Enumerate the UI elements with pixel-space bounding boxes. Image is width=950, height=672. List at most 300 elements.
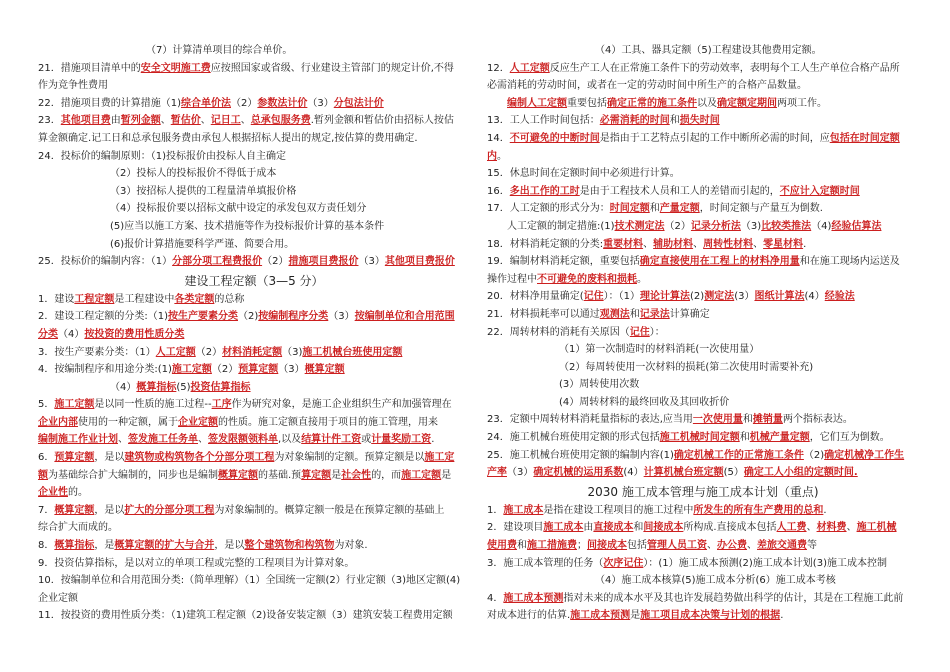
highlighted-term: 记住 bbox=[583, 291, 604, 303]
highlighted-term: 分包法计价 bbox=[333, 97, 384, 109]
highlighted-term: 概算定额 bbox=[54, 504, 95, 516]
text-line bbox=[38, 467, 470, 485]
highlighted-term: 确定额定期间 bbox=[717, 97, 777, 109]
highlighted-term: 编制人工定额 bbox=[507, 97, 567, 109]
highlighted-term: 时间定额 bbox=[609, 203, 650, 215]
text-segment: （2）投标人的投标报价不得低于成本 bbox=[110, 168, 277, 180]
text-segment: 作为研究对象，是施工企业组织生产和加强管理在 bbox=[231, 399, 452, 411]
text-line bbox=[487, 218, 919, 236]
text-segment: 10．按编制单位和合用范围分类:（简单理解）（1）全国统一定额(2）行业定额（3)地区定额(4) bbox=[38, 575, 461, 587]
highlighted-term: 确定机械工作的正常施工条件 bbox=[673, 449, 804, 461]
highlighted-term: 产量定额 bbox=[659, 203, 700, 215]
text-line bbox=[38, 253, 470, 271]
highlighted-term: 编制施工作业计划 bbox=[38, 434, 118, 446]
highlighted-term: 施工成本预测 bbox=[570, 610, 631, 622]
text-segment: 和 bbox=[649, 203, 660, 215]
highlighted-term: 概算定额 bbox=[218, 469, 258, 481]
text-segment: 25．施工机械台班使用定额的编制内容(1) bbox=[487, 449, 674, 461]
text-segment: 7． bbox=[38, 504, 55, 516]
highlighted-term: 确定机械的运用系数 bbox=[533, 467, 624, 479]
highlighted-term: 暂估价 bbox=[170, 115, 201, 127]
highlighted-term: 企业定额 bbox=[178, 416, 218, 428]
text-segment: 22．措施项目费的计算措施（1) bbox=[38, 97, 181, 109]
text-segment: 18．材料消耗定额的分类: bbox=[487, 238, 604, 250]
text-line bbox=[487, 271, 919, 289]
highlighted-term: 施工定额 bbox=[401, 469, 442, 481]
highlighted-term: 图纸计算法 bbox=[754, 291, 805, 303]
highlighted-term: 扩大的分部分项工程 bbox=[124, 504, 215, 516]
text-line bbox=[38, 148, 470, 166]
text-segment: （1）第一次制造时的材料消耗(一次使用量） bbox=[559, 344, 760, 356]
text-line bbox=[487, 537, 919, 555]
text-segment: 、 bbox=[806, 522, 817, 534]
text-line bbox=[38, 449, 470, 467]
text-segment: (6)报价计算措施要科学严谨、简要合用。 bbox=[110, 238, 295, 250]
text-line bbox=[487, 411, 919, 429]
highlighted-term: 企业性 bbox=[38, 487, 68, 499]
highlighted-term: 人工费 bbox=[776, 522, 807, 534]
text-segment: 11．按投资的费用性质分类：（1)建筑工程定额（2)设备安装定额（3）建筑安装工程费用定额 bbox=[38, 610, 453, 622]
text-segment: 和 bbox=[739, 432, 750, 444]
text-line bbox=[487, 60, 919, 78]
text-segment: 17．人工定额的形式分为： bbox=[487, 203, 610, 215]
text-line bbox=[487, 200, 919, 218]
text-line bbox=[487, 42, 919, 60]
text-line bbox=[487, 519, 919, 537]
text-segment: 是指由于工艺特点引起的工作中断所必需的时间，应 bbox=[599, 132, 830, 144]
text-line bbox=[487, 429, 919, 447]
text-segment: 的性质。施工定额直接用于项目的施工管理，用来 bbox=[218, 416, 438, 428]
text-segment: 。 bbox=[497, 150, 507, 162]
text-line bbox=[38, 236, 470, 254]
text-segment: . bbox=[803, 238, 807, 250]
highlighted-term: 施工措施费 bbox=[527, 540, 577, 552]
text-line bbox=[38, 414, 470, 432]
text-line bbox=[487, 77, 919, 95]
highlighted-term: 企业内部 bbox=[38, 416, 78, 428]
highlighted-term: 算定额 bbox=[301, 469, 332, 481]
highlighted-term: 一次使用量 bbox=[692, 414, 743, 426]
highlighted-term: 施工成本预测 bbox=[503, 592, 564, 604]
text-segment: 2．建设项目 bbox=[487, 522, 544, 534]
text-segment: 和 bbox=[633, 522, 644, 534]
text-segment: (4） bbox=[623, 467, 644, 479]
highlighted-term: 确定工人小组的定额时间. bbox=[743, 467, 858, 479]
highlighted-term: 使用费 bbox=[487, 540, 517, 552]
text-line bbox=[487, 165, 919, 183]
text-line bbox=[487, 236, 919, 254]
text-segment: 、 bbox=[118, 434, 128, 446]
text-segment: 20．材料净用量确定( bbox=[487, 291, 584, 303]
highlighted-term: 各类定额 bbox=[174, 293, 215, 305]
highlighted-term: 比较类推法 bbox=[761, 220, 812, 232]
highlighted-term: 概算定额 bbox=[304, 364, 345, 376]
highlighted-term: 总承包服务费 bbox=[250, 115, 311, 127]
highlighted-term: 产率 bbox=[487, 467, 507, 479]
highlighted-term: 次序记住 bbox=[603, 557, 644, 569]
text-segment: （7）计算清单项目的综合单价。 bbox=[146, 45, 293, 56]
highlighted-term: 预算定额 bbox=[238, 364, 279, 376]
text-segment: 是指在建设工程项目的施工过程中 bbox=[543, 504, 694, 516]
text-segment: （3）按招标人提供的工程量清单填报价格 bbox=[110, 185, 297, 197]
text-segment: 、 bbox=[643, 238, 654, 250]
text-segment: ，是以 bbox=[94, 504, 125, 516]
text-segment: （3） bbox=[358, 256, 385, 268]
text-line bbox=[487, 555, 919, 573]
text-segment: 和 bbox=[742, 414, 753, 426]
text-segment: 15．休息时间在定额时间中必须进行计算。 bbox=[487, 168, 680, 180]
text-segment: 。 bbox=[637, 273, 647, 285]
text-segment: ）： bbox=[649, 326, 665, 338]
highlighted-term: 概算指标 bbox=[136, 381, 177, 393]
text-line bbox=[38, 165, 470, 183]
section-heading bbox=[487, 482, 919, 502]
text-segment: . bbox=[823, 504, 827, 516]
text-segment: （4） bbox=[58, 328, 85, 340]
text-segment: 3．按生产要素分类：（1） bbox=[38, 346, 156, 358]
text-segment: （2）每周转使用一次材料的损耗(第二次使用时需要补充) bbox=[559, 361, 814, 373]
highlighted-term: 其他项目费 bbox=[60, 115, 111, 127]
text-segment: （4） bbox=[110, 381, 137, 393]
highlighted-term: 安全文明施工费 bbox=[140, 62, 211, 74]
highlighted-term: 确定机械净工作生 bbox=[824, 449, 905, 461]
text-segment: ,以及 bbox=[278, 434, 302, 446]
highlighted-term: 差旅交通费 bbox=[757, 540, 807, 552]
highlighted-term: 施工定 bbox=[424, 452, 455, 464]
highlighted-term: 不可避免的废料和损耗 bbox=[537, 273, 637, 285]
highlighted-term: 不应计入定额时间 bbox=[779, 185, 860, 197]
text-line bbox=[38, 326, 470, 344]
text-segment: 计算确定 bbox=[669, 308, 710, 320]
text-segment: 两项工作。 bbox=[777, 97, 827, 109]
text-line bbox=[38, 60, 470, 78]
text-segment: 、 bbox=[747, 540, 757, 552]
text-segment: （2） bbox=[211, 364, 239, 376]
text-segment: （4）工具、器具定额（5)工程建设其他费用定额。 bbox=[595, 45, 822, 56]
text-segment: 13．工人工作时间包括： bbox=[487, 115, 600, 127]
text-segment: 25．投标价的编制内容：（1） bbox=[38, 256, 173, 268]
highlighted-term: 重要材料 bbox=[603, 238, 644, 250]
highlighted-term: 损失时间 bbox=[679, 115, 720, 127]
highlighted-term: 记住 bbox=[629, 326, 650, 338]
text-line bbox=[38, 77, 470, 95]
text-segment: 为对象. bbox=[334, 540, 368, 552]
text-segment: 8． bbox=[38, 540, 55, 552]
text-segment: 重要包括 bbox=[567, 97, 607, 109]
text-line bbox=[487, 148, 919, 166]
text-segment: ）：（1） bbox=[603, 291, 641, 303]
text-segment: 综合扩大而成的。 bbox=[38, 522, 118, 534]
highlighted-term: 技术测定法 bbox=[614, 220, 665, 232]
text-segment: 所构成.直接成本包括 bbox=[683, 522, 777, 534]
text-segment: 、 bbox=[693, 238, 704, 250]
text-segment: 4． bbox=[487, 592, 504, 604]
highlighted-term: 分部分项工程费报价 bbox=[172, 256, 263, 268]
text-segment: 算金额确定.记工日和总承包服务费由承包人根据招标人提出的规定,按估算的费用确定. bbox=[38, 132, 418, 144]
highlighted-term: 按编制单位和合用范围 bbox=[354, 311, 455, 323]
text-segment: 包括 bbox=[627, 540, 647, 552]
text-segment: . bbox=[431, 434, 435, 446]
text-segment: 21．措施项目清单中的 bbox=[38, 62, 141, 74]
text-segment: 为基础综合扩大编制的，同步也是编制 bbox=[48, 469, 218, 481]
highlighted-term: 施工成本 bbox=[543, 522, 584, 534]
text-line bbox=[487, 590, 919, 608]
highlighted-term: 所发生的所有生产费用的总和 bbox=[693, 504, 824, 516]
text-segment: 1． bbox=[487, 504, 504, 516]
text-segment: 的，而 bbox=[371, 469, 402, 481]
text-segment: 是 bbox=[331, 469, 342, 481]
left-column bbox=[38, 42, 470, 625]
highlighted-term: 间接成本 bbox=[587, 540, 627, 552]
text-line bbox=[487, 112, 919, 130]
text-line bbox=[487, 359, 919, 377]
text-segment: 必需消耗的劳动时间，或者在一定的劳动时间中所生产的合格产品数量。 bbox=[487, 80, 807, 92]
text-segment: 4．按编制程序和用途分类:(1) bbox=[38, 364, 172, 376]
text-line bbox=[487, 447, 919, 465]
text-segment: （2) bbox=[238, 311, 259, 323]
text-segment: ，时间定额与产量互为倒数. bbox=[699, 203, 823, 215]
highlighted-term: 社会性 bbox=[341, 469, 372, 481]
text-segment: (5)应当以施工方案、技术措施等作为投标报价计算的基本条件 bbox=[110, 220, 385, 232]
highlighted-term: 零星材料 bbox=[763, 238, 804, 250]
highlighted-term: 经验法 bbox=[824, 291, 855, 303]
text-line bbox=[38, 112, 470, 130]
text-segment: 应按照国家或省级、行业建设主管部门的规定计价,不得 bbox=[210, 62, 454, 74]
highlighted-term: 工程定额 bbox=[74, 293, 115, 305]
text-segment: 人工定额的制定措施:(1) bbox=[507, 220, 615, 232]
text-line bbox=[38, 607, 470, 625]
highlighted-term: 建筑物或构筑物各个分部分项工程 bbox=[124, 452, 275, 464]
text-segment: 以及 bbox=[697, 97, 717, 109]
highlighted-term: 签发施工任务单 bbox=[128, 434, 198, 446]
text-segment: 9．投资估算指标，是以对立的单项工程或完整的工程项目为计算对象。 bbox=[38, 557, 355, 569]
text-line bbox=[38, 200, 470, 218]
text-segment: （3） bbox=[507, 467, 534, 479]
text-segment: 、 bbox=[240, 115, 251, 127]
highlighted-term: 材料消耗定额 bbox=[222, 346, 283, 358]
highlighted-term: 计算机械台班定额 bbox=[643, 467, 724, 479]
highlighted-term: 其他项目费报价 bbox=[384, 256, 455, 268]
text-segment: 对成本进行的估算. bbox=[487, 610, 571, 622]
text-segment: 24．投标价的编制原则：（1)投标报价由投标人自主确定 bbox=[38, 150, 286, 162]
text-segment: 5． bbox=[38, 399, 55, 411]
highlighted-term: 结算计件工资 bbox=[301, 434, 362, 446]
text-line bbox=[38, 555, 470, 573]
text-segment: （4）投标报价要以招标文献中设定的承发包双方责任划分 bbox=[110, 203, 367, 215]
text-segment: 指对未来的成本水平及其也许发展趋势做出科学的估计，其是在工程施工此前 bbox=[563, 592, 904, 604]
highlighted-term: 摊销量 bbox=[752, 414, 783, 426]
text-segment: 是工程建设中 bbox=[114, 293, 175, 305]
text-segment: 是 bbox=[441, 469, 452, 481]
highlighted-term: 多出工作的工时 bbox=[509, 185, 580, 197]
text-segment: 的总称 bbox=[214, 293, 245, 305]
text-line bbox=[487, 607, 919, 625]
text-segment: (3）周转使用次数 bbox=[559, 379, 640, 391]
highlighted-term: 施工成本 bbox=[503, 504, 544, 516]
highlighted-term: 间接成本 bbox=[643, 522, 684, 534]
text-line bbox=[38, 42, 470, 60]
text-line bbox=[38, 218, 470, 236]
highlighted-term: 机械产量定额 bbox=[749, 432, 810, 444]
highlighted-term: 按投资的费用性质分类 bbox=[84, 328, 185, 340]
text-segment: 为对象编制的。概算定额一般是在预算定额的基础上 bbox=[214, 504, 445, 516]
text-segment: 24．施工机械台班使用定额的形式包括 bbox=[487, 432, 660, 444]
text-line bbox=[38, 484, 470, 502]
highlighted-term: 参数法计价 bbox=[257, 97, 308, 109]
text-line bbox=[487, 324, 919, 342]
text-segment: （2） bbox=[231, 97, 258, 109]
text-segment: 、 bbox=[200, 115, 211, 127]
text-segment: 操作过程中 bbox=[487, 273, 537, 285]
text-segment: 是由于工程技术人员和工人的差错而引起的， bbox=[579, 185, 780, 197]
highlighted-term: 直接成本 bbox=[593, 522, 634, 534]
text-segment: 等 bbox=[807, 540, 817, 552]
text-line bbox=[487, 572, 919, 590]
text-line bbox=[487, 306, 919, 324]
text-segment: (4） bbox=[804, 291, 825, 303]
text-line bbox=[38, 502, 470, 520]
highlighted-term: 记录法 bbox=[639, 308, 670, 320]
highlighted-term: 按编制程序分类 bbox=[258, 311, 329, 323]
highlighted-term: 办公费 bbox=[717, 540, 747, 552]
text-segment: ； bbox=[577, 540, 587, 552]
highlighted-term: 不可避免的中断时间 bbox=[509, 132, 600, 144]
text-segment: ，是 bbox=[94, 540, 115, 552]
section-heading bbox=[38, 271, 470, 291]
highlighted-term: 周转性材料 bbox=[703, 238, 754, 250]
highlighted-term: 测定法 bbox=[704, 291, 735, 303]
text-line bbox=[487, 253, 919, 271]
text-segment: 23．定额中周转材料消耗量指标的表达,应当用 bbox=[487, 414, 693, 426]
text-segment: 的基础.预 bbox=[258, 469, 302, 481]
text-segment: ）：(1）施工成本预测(2)施工成本计划(3)施工成本控制 bbox=[643, 557, 887, 569]
highlighted-term: 施工机械 bbox=[856, 522, 897, 534]
highlighted-term: 观测法 bbox=[599, 308, 630, 320]
text-segment: 由 bbox=[583, 522, 594, 534]
text-segment: （3) bbox=[740, 220, 762, 232]
text-line bbox=[38, 572, 470, 590]
highlighted-term: 内 bbox=[487, 150, 497, 162]
highlighted-term: 记录分析法 bbox=[690, 220, 741, 232]
text-segment: 反应生产工人在正常施工条件下的劳动效率，表明每个工人生产单位合格产品所 bbox=[549, 62, 900, 74]
highlighted-term: 施工定额 bbox=[54, 399, 95, 411]
highlighted-term: 签发限额领料单 bbox=[208, 434, 278, 446]
highlighted-term: 施工机械台班使用定额 bbox=[302, 346, 403, 358]
text-segment: （2） bbox=[262, 256, 289, 268]
highlighted-term: 投资估算指标 bbox=[190, 381, 251, 393]
text-segment: 两个指标表达。 bbox=[782, 414, 853, 426]
text-segment: (5） bbox=[723, 467, 744, 479]
text-segment: （2) bbox=[803, 449, 825, 461]
highlighted-term: 理论计算法 bbox=[640, 291, 691, 303]
highlighted-term: 按生产要素分类 bbox=[168, 311, 238, 323]
highlighted-term: 预算定额 bbox=[54, 452, 95, 464]
text-segment: 2．建设工程定额的分类:（1) bbox=[38, 311, 168, 323]
text-segment: 2030 施工成本管理与施工成本计划（重点) bbox=[587, 484, 819, 499]
text-line bbox=[487, 376, 919, 394]
text-segment: 3．施工成本管理的任务（ bbox=[487, 557, 604, 569]
text-segment: (3） bbox=[734, 291, 755, 303]
text-segment: 、 bbox=[707, 540, 717, 552]
text-segment: 14． bbox=[487, 132, 510, 144]
highlighted-term: 施工机械时间定额 bbox=[659, 432, 740, 444]
highlighted-term: 必需消耗的时间 bbox=[599, 115, 670, 127]
text-line bbox=[38, 361, 470, 379]
highlighted-term: 人工定额 bbox=[509, 62, 550, 74]
text-segment: （4) bbox=[811, 220, 832, 232]
text-line bbox=[38, 519, 470, 537]
highlighted-term: 记日工 bbox=[210, 115, 241, 127]
highlighted-term: 概算定额的扩大与合并 bbox=[114, 540, 215, 552]
highlighted-term: 综合单价法 bbox=[181, 97, 231, 109]
text-segment: 为对象编制的定额。预算定额是以 bbox=[274, 452, 425, 464]
text-line bbox=[487, 130, 919, 148]
text-segment: .暂列金额和暂估价由招标人按估 bbox=[310, 115, 454, 127]
highlighted-term: 施工项目成本决策与计划的根据 bbox=[640, 610, 781, 622]
highlighted-term: 材料费 bbox=[816, 522, 847, 534]
text-segment: （2） bbox=[664, 220, 691, 232]
text-segment: （3） bbox=[307, 97, 334, 109]
highlighted-term: 经验估算法 bbox=[831, 220, 882, 232]
text-segment: 、 bbox=[198, 434, 208, 446]
text-line bbox=[487, 183, 919, 201]
text-segment: 企业定额 bbox=[38, 592, 78, 604]
text-line bbox=[38, 308, 470, 326]
text-segment: 作为竞争性费用 bbox=[38, 80, 108, 92]
text-segment: 16． bbox=[487, 185, 510, 197]
highlighted-term: 计量奖励工资 bbox=[371, 434, 432, 446]
text-line bbox=[487, 394, 919, 412]
text-segment: （3） bbox=[328, 311, 355, 323]
text-segment: 使用的一种定额，属于 bbox=[78, 416, 178, 428]
text-segment: （2） bbox=[195, 346, 223, 358]
text-segment: 的。 bbox=[68, 487, 88, 499]
text-line bbox=[38, 95, 470, 113]
highlighted-term: 确定正常的施工条件 bbox=[607, 97, 697, 109]
text-segment: (4）周转材料的最终回收及其回收折价 bbox=[559, 396, 730, 408]
highlighted-term: 管理人员工资 bbox=[647, 540, 707, 552]
text-line bbox=[487, 341, 919, 359]
text-segment: 建设工程定额（3—5 分） bbox=[184, 273, 324, 288]
text-segment: 或 bbox=[361, 434, 372, 446]
text-segment: 、 bbox=[160, 115, 171, 127]
highlighted-term: 确定直接使用在工程上的材料净用量 bbox=[639, 256, 800, 268]
text-line bbox=[487, 288, 919, 306]
text-segment: （3） bbox=[278, 364, 305, 376]
text-line bbox=[38, 344, 470, 362]
highlighted-term: 概算指标 bbox=[54, 540, 95, 552]
text-line bbox=[38, 396, 470, 414]
highlighted-term: 施工定额 bbox=[171, 364, 212, 376]
highlighted-term: 分类 bbox=[38, 328, 58, 340]
text-segment: （3) bbox=[282, 346, 303, 358]
text-segment: 22．周转材料的消耗有关原因（ bbox=[487, 326, 630, 338]
highlighted-term: 暂列金额 bbox=[120, 115, 161, 127]
text-segment: 和 bbox=[517, 540, 527, 552]
text-segment: 19．编制材料消耗定额，重要包括 bbox=[487, 256, 640, 268]
text-line bbox=[38, 590, 470, 608]
highlighted-term: 包括在时间定额 bbox=[829, 132, 900, 144]
text-line bbox=[38, 291, 470, 309]
text-segment: 是 bbox=[630, 610, 641, 622]
text-line bbox=[487, 95, 919, 113]
text-line bbox=[487, 464, 919, 482]
right-column bbox=[487, 42, 919, 625]
text-segment: 1．建设 bbox=[38, 293, 75, 305]
text-line bbox=[38, 379, 470, 397]
text-segment: ，是以 bbox=[214, 540, 245, 552]
text-segment: 、 bbox=[846, 522, 857, 534]
